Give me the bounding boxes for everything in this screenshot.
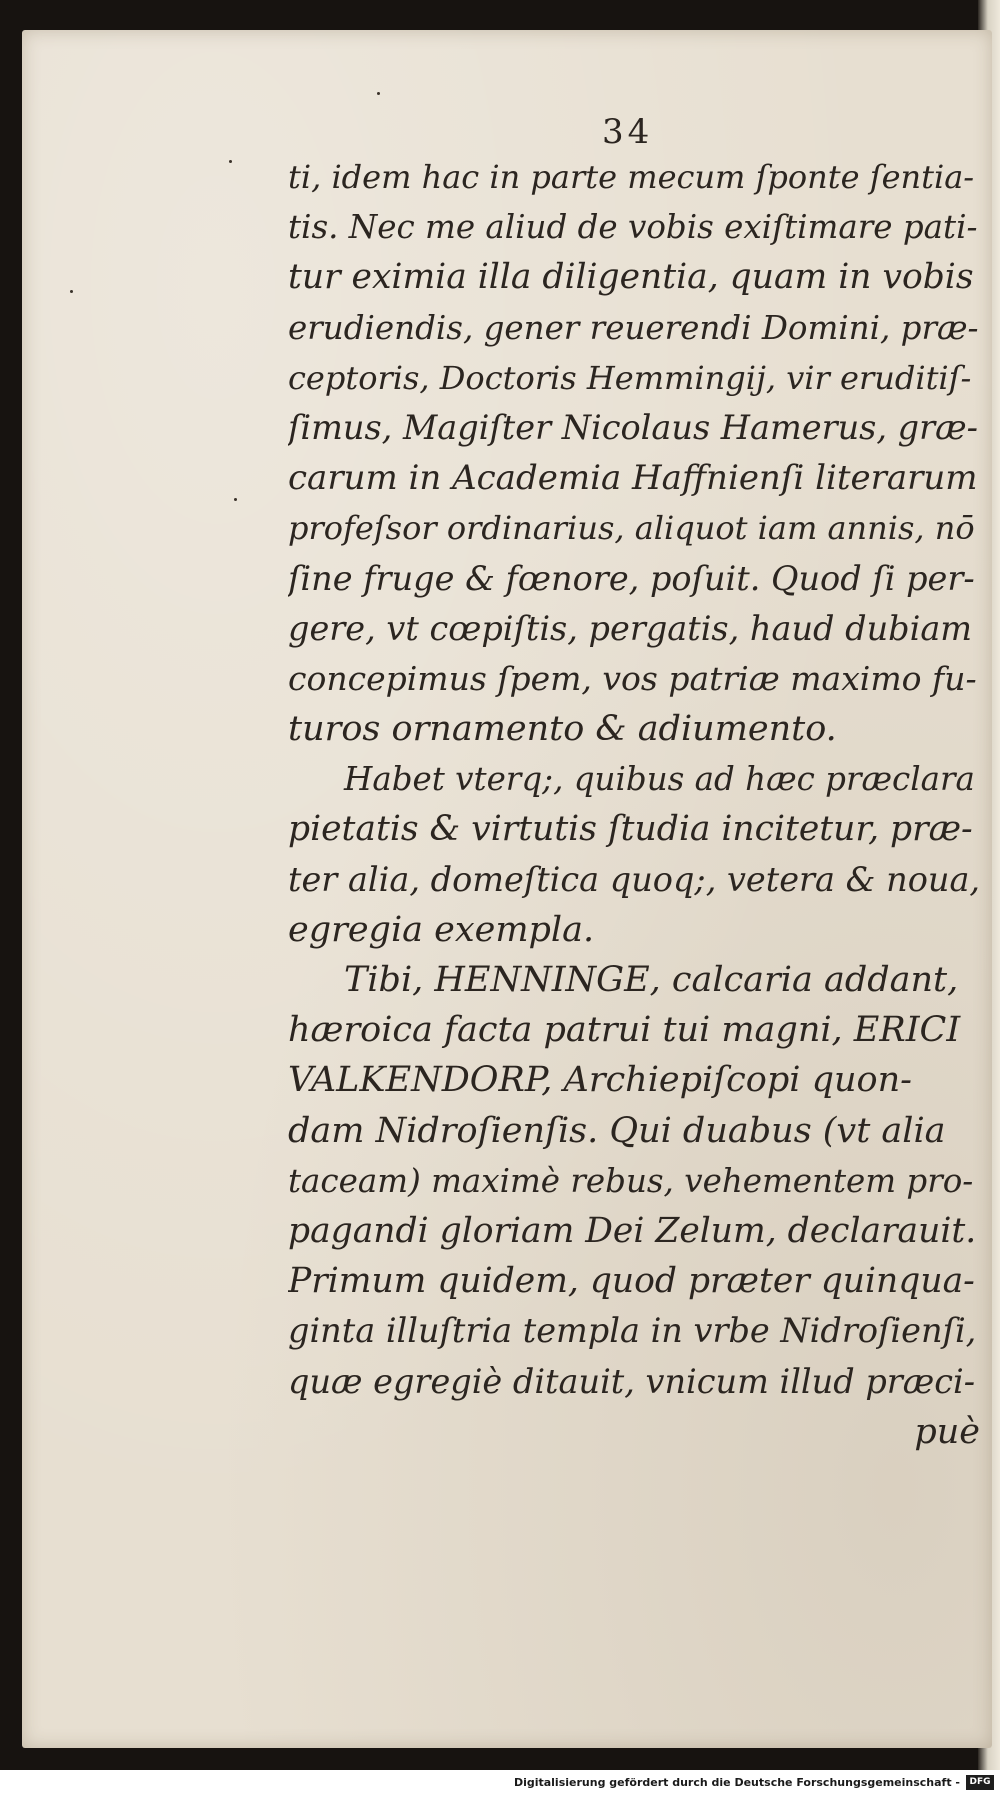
text-line: tur eximia illa diligentia, quam in vobis xyxy=(288,257,974,298)
text-line: ti, idem hac in parte mecum ſponte ſentia- xyxy=(288,158,975,196)
text-line: profeſsor ordinarius, aliquot iam annis, nō xyxy=(288,509,975,548)
paper-speck xyxy=(377,92,380,95)
body-text xyxy=(288,152,980,1457)
text-line: ginta illuſtria templa in vrbe Nidroſienſi, xyxy=(288,1311,977,1351)
text-line: tis. Nec me aliud de vobis exiſtimare pati- xyxy=(288,208,978,247)
text-line: Primum quidem, quod præter quinqua- xyxy=(288,1261,975,1302)
text-line: pietatis & virtutis ſtudia incitetur, præ- xyxy=(288,809,973,850)
text-line: Tibi, HENNINGE, calcaria addant, xyxy=(344,960,959,1000)
text-line: carum in Academia Haffnienſi literarum xyxy=(288,458,978,499)
text-line: taceam) maximè rebus, vehementem pro- xyxy=(288,1161,974,1200)
catchword: puè xyxy=(914,1411,980,1452)
text-line: concepimus ſpem, vos patriæ maximo fu- xyxy=(288,658,977,698)
text-line: ſine fruge & fœnore, poſuit. Quod ſi per- xyxy=(288,558,975,598)
paper-speck xyxy=(70,290,73,293)
text-line: VALKENDORP, Archiepiſcopi quon- xyxy=(288,1060,912,1101)
dfg-logo-icon: DFG xyxy=(966,1775,994,1790)
text-line: pagandi gloriam Dei Zelum, declarauit. xyxy=(288,1210,977,1251)
text-line: quæ egregiè ditauit, vnicum illud præci- xyxy=(288,1361,976,1401)
text-line: gere, vt cœpiſtis, pergatis, haud dubiam xyxy=(288,608,973,648)
text-line: ſimus, Magiſter Nicolaus Hamerus, græ- xyxy=(288,407,978,447)
text-line: erudiendis, gener reuerendi Domini, præ- xyxy=(288,308,979,347)
text-line: dam Nidroſienſis. Qui duabus (vt alia xyxy=(288,1110,946,1151)
footer-bar xyxy=(0,1770,1000,1796)
funding-credit: Digitalisierung gefördert durch die Deutsche Forschungsgemeinschaft - xyxy=(513,1776,960,1789)
paper-speck xyxy=(234,498,237,501)
text-line: turos ornamento & adiumento. xyxy=(288,709,837,750)
text-line: egregia exempla. xyxy=(288,909,595,950)
text-line: ceptoris, Doctoris Hemmingij, vir eruditiſ- xyxy=(288,358,972,397)
page-number: 34 xyxy=(602,112,654,152)
text-line: ter alia, domeſtica quoq;, vetera & noua, xyxy=(288,859,980,899)
text-line: Habet vterq;, quibus ad hæc præclara xyxy=(344,760,975,799)
paper-speck xyxy=(229,160,232,163)
text-line: hæroica facta patrui tui magni, ERICI xyxy=(288,1010,961,1051)
